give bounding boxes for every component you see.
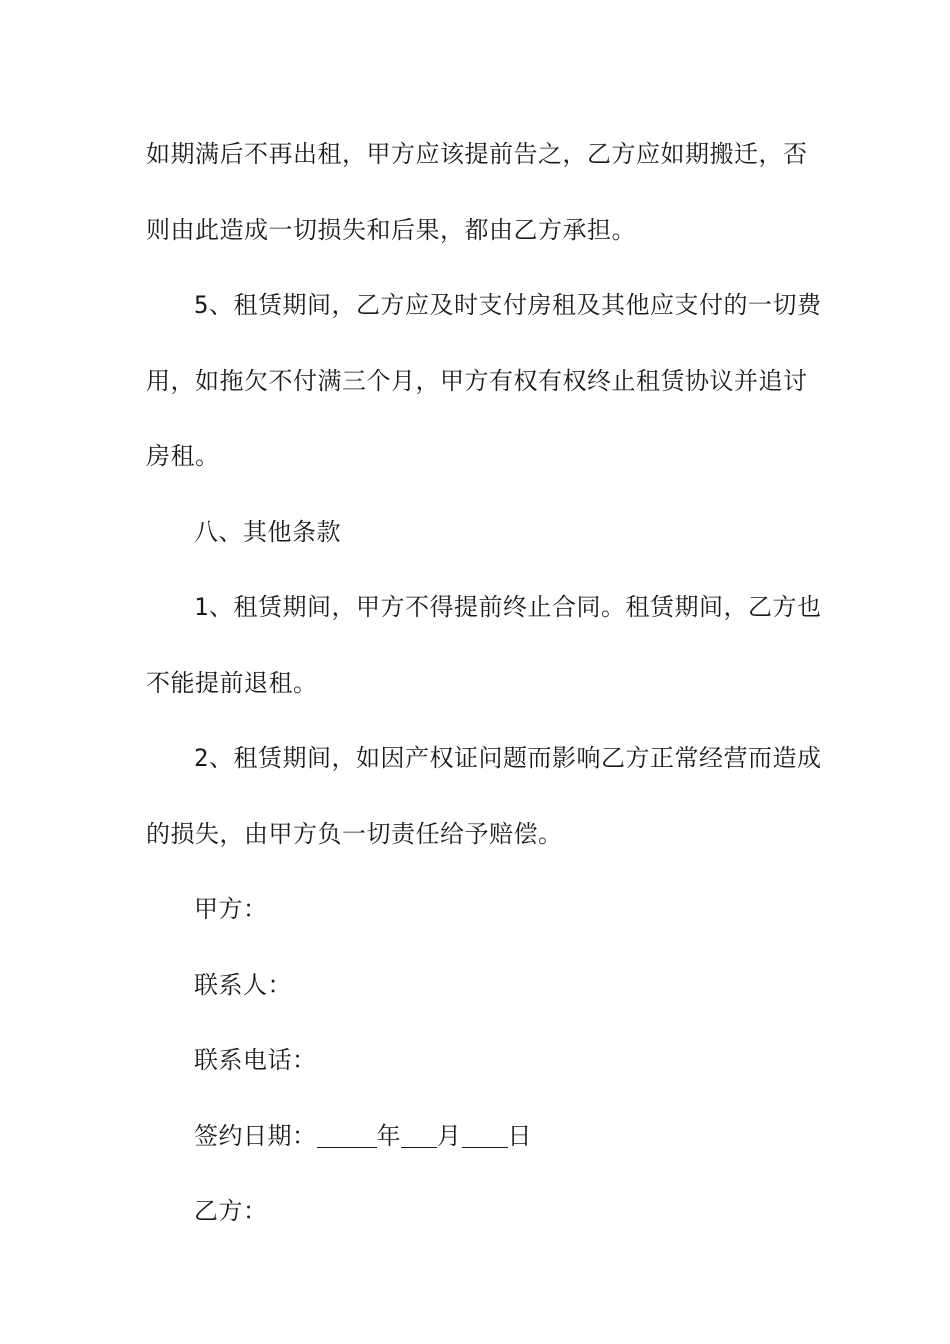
paragraph-line: 则由此造成一切损失和后果，都由乙方承担。: [146, 215, 636, 244]
contact-phone-label: 联系电话：: [194, 1046, 317, 1074]
day-label: 日: [507, 1121, 532, 1150]
sign-date-label: 签约日期：: [194, 1121, 317, 1150]
paragraph-line: 房租。: [146, 442, 220, 470]
paragraph-line: 用，如拖欠不付满三个月，甲方有权有权终止租赁协议并追讨: [146, 366, 808, 395]
paragraph-line: 的损失，由甲方负一切责任给予赔偿。: [146, 819, 563, 848]
paragraph-line: 不能提前退租。: [146, 668, 318, 697]
contact-person-label: 联系人：: [194, 970, 292, 999]
party-b-label: 乙方：: [194, 1197, 268, 1225]
party-a-label: 甲方：: [194, 895, 268, 923]
paragraph-line: 如期满后不再出租，甲方应该提前告之，乙方应如期搬迁，否: [146, 140, 808, 168]
sign-date-row: [146, 1109, 806, 1185]
clause-5-line: 5、租赁期间，乙方应及时支付房租及其他应支付的一切费: [194, 291, 822, 319]
year-blank[interactable]: [317, 1117, 377, 1148]
month-blank[interactable]: [401, 1117, 437, 1148]
year-label: 年: [376, 1121, 401, 1150]
month-label: 月: [437, 1121, 462, 1150]
document-body: [146, 127, 822, 1260]
clause-2-line: 2、租赁期间，如因产权证问题而影响乙方正常经营而造成: [194, 744, 822, 772]
section-heading-other-terms: 八、其他条款: [194, 517, 341, 546]
day-blank[interactable]: [462, 1117, 508, 1148]
clause-1-line: 1、租赁期间，甲方不得提前终止合同。租赁期间，乙方也: [194, 593, 822, 621]
